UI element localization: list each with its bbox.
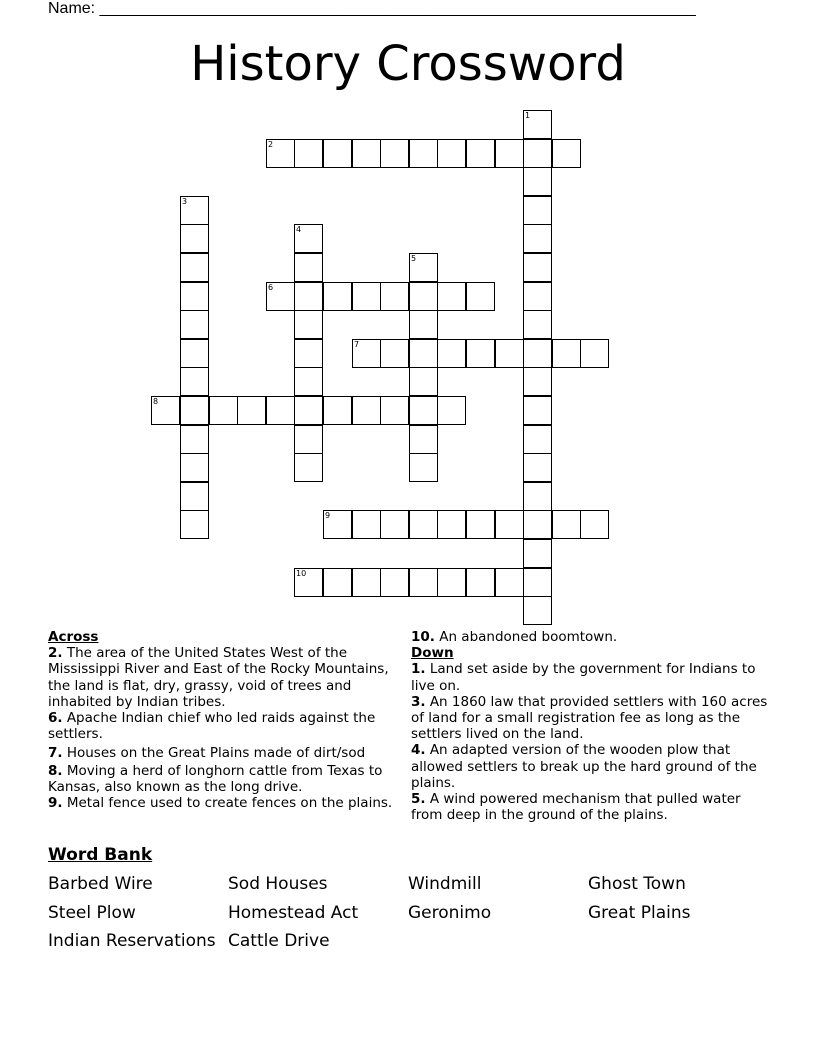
clue-down-3 [411, 694, 771, 743]
grid-cell[interactable] [409, 253, 438, 282]
grid-cell[interactable] [266, 139, 295, 168]
grid-cell[interactable] [380, 139, 409, 168]
grid-cell[interactable] [495, 510, 524, 539]
clue-across-9 [48, 795, 408, 811]
cell-number: 5 [411, 254, 417, 263]
grid-cell[interactable] [180, 253, 209, 282]
cell-number: 9 [325, 511, 331, 520]
grid-cell[interactable] [552, 139, 581, 168]
clue-text: Land set aside by the government for Indians to live on. [411, 661, 756, 694]
grid-cell[interactable] [180, 453, 209, 482]
grid-cell[interactable] [180, 282, 209, 311]
grid-cell[interactable] [180, 224, 209, 253]
grid-cell[interactable] [380, 510, 409, 539]
grid-cell[interactable] [266, 396, 295, 425]
grid-cell[interactable] [466, 510, 495, 539]
grid-cell[interactable] [409, 139, 438, 168]
grid-cell[interactable] [495, 139, 524, 168]
grid-cell[interactable] [380, 396, 409, 425]
grid-cell[interactable] [466, 139, 495, 168]
grid-cell[interactable] [437, 396, 466, 425]
grid-cell[interactable] [294, 224, 323, 253]
grid-cell[interactable] [352, 396, 381, 425]
clue-number: 4. [411, 742, 426, 759]
word-bank-item: Indian Reservations [48, 931, 216, 951]
clue-across-2 [48, 645, 408, 710]
clue-number: 8. [48, 762, 63, 779]
grid-cell[interactable] [409, 396, 438, 425]
clue-text: An 1860 law that provided settlers with 160 acres of land for a small registration fee as long as the settlers lived on the land. [411, 693, 768, 743]
clue-text: Metal fence used to create fences on the plains. [62, 795, 393, 812]
grid-cell[interactable] [180, 425, 209, 454]
grid-cell[interactable] [180, 339, 209, 368]
clue-down-1 [411, 661, 771, 693]
grid-cell[interactable] [409, 339, 438, 368]
grid-cell[interactable] [437, 139, 466, 168]
clue-text: Houses on the Great Plains made of dirt/sod [62, 745, 366, 762]
grid-cell[interactable] [323, 568, 352, 597]
grid-cell[interactable] [352, 139, 381, 168]
grid-cell[interactable] [409, 453, 438, 482]
word-bank-item: Homestead Act [228, 903, 359, 923]
word-bank-title: Word Bank [48, 845, 153, 865]
grid-cell[interactable] [237, 396, 266, 425]
clue-across-7 [48, 745, 408, 761]
down-heading: Down [411, 645, 454, 662]
clue-number: 10. [411, 629, 435, 645]
grid-cell[interactable] [294, 425, 323, 454]
grid-cell[interactable] [523, 339, 552, 368]
grid-cell[interactable] [523, 253, 552, 282]
grid-cell[interactable] [323, 510, 352, 539]
cell-number: 6 [268, 283, 274, 292]
word-bank-item: Barbed Wire [48, 874, 153, 894]
grid-cell[interactable] [180, 510, 209, 539]
grid-cell[interactable] [380, 339, 409, 368]
grid-cell[interactable] [352, 339, 381, 368]
clue-text: An abandoned boomtown. [434, 629, 618, 645]
grid-cell[interactable] [380, 568, 409, 597]
grid-cell[interactable] [409, 568, 438, 597]
grid-cell[interactable] [495, 568, 524, 597]
grid-cell[interactable] [437, 339, 466, 368]
grid-cell[interactable] [409, 310, 438, 339]
clue-number: 5. [411, 791, 426, 808]
grid-cell[interactable] [323, 282, 352, 311]
cell-number: 2 [268, 140, 274, 149]
grid-cell[interactable] [523, 110, 552, 139]
grid-cell[interactable] [495, 339, 524, 368]
clue-text: Moving a herd of longhorn cattle from Texas to Kansas, also known as the long drive. [48, 762, 383, 795]
clue-text: Apache Indian chief who led raids against the settlers. [48, 710, 376, 743]
grid-cell[interactable] [180, 196, 209, 225]
grid-cell[interactable] [466, 282, 495, 311]
grid-cell[interactable] [523, 510, 552, 539]
word-bank-item: Steel Plow [48, 903, 136, 923]
page-title: History Crossword [190, 36, 626, 92]
grid-cell[interactable] [437, 568, 466, 597]
grid-cell[interactable] [180, 367, 209, 396]
word-bank-item: Geronimo [408, 903, 492, 923]
cell-number: 10 [296, 569, 307, 578]
word-bank-item: Windmill [408, 874, 482, 894]
clue-text: A wind powered mechanism that pulled water from deep in the ground of the plains. [411, 791, 741, 824]
grid-cell[interactable] [523, 224, 552, 253]
clue-number: 7. [48, 745, 63, 762]
grid-cell[interactable] [409, 282, 438, 311]
clue-number: 9. [48, 795, 63, 812]
word-bank-item: Great Plains [588, 903, 691, 923]
grid-cell[interactable] [409, 425, 438, 454]
clue-text: An adapted version of the wooden plow that allowed settlers to break up the hard ground of the plains. [411, 742, 757, 791]
grid-cell[interactable] [294, 282, 323, 311]
clue-across-6 [48, 710, 408, 742]
grid-cell[interactable] [523, 568, 552, 597]
grid-cell[interactable] [437, 282, 466, 311]
grid-cell[interactable] [523, 482, 552, 511]
grid-cell[interactable] [180, 310, 209, 339]
grid-cell[interactable] [580, 510, 609, 539]
clue-number: 3. [411, 693, 426, 710]
grid-cell[interactable] [294, 396, 323, 425]
across-clues [48, 629, 408, 811]
grid-cell[interactable] [294, 253, 323, 282]
grid-cell[interactable] [523, 425, 552, 454]
clue-number: 1. [411, 661, 426, 678]
grid-cell[interactable] [352, 282, 381, 311]
grid-cell[interactable] [323, 396, 352, 425]
clue-text: The area of the United States West of the Mississippi River and East of the Rocky Mountains, the land is flat, dry, grassy, void of trees and inhabited by Indian tribes. [48, 645, 389, 710]
cell-number: 7 [354, 340, 360, 349]
grid-cell[interactable] [523, 139, 552, 168]
clue-number: 2. [48, 645, 63, 662]
grid-cell[interactable] [294, 453, 323, 482]
word-bank-item: Sod Houses [228, 874, 328, 894]
cell-number: 8 [153, 397, 159, 406]
grid-cell[interactable] [266, 282, 295, 311]
grid-cell[interactable] [294, 139, 323, 168]
grid-cell[interactable] [552, 510, 581, 539]
grid-cell[interactable] [580, 339, 609, 368]
grid-cell[interactable] [523, 453, 552, 482]
clue-number: 6. [48, 710, 63, 727]
grid-cell[interactable] [180, 396, 209, 425]
grid-cell[interactable] [523, 539, 552, 568]
cell-number: 4 [296, 225, 302, 234]
grid-cell[interactable] [380, 282, 409, 311]
grid-cell[interactable] [409, 510, 438, 539]
grid-cell[interactable] [523, 167, 552, 196]
cell-number: 1 [525, 111, 531, 120]
grid-cell[interactable] [409, 367, 438, 396]
grid-cell[interactable] [151, 396, 180, 425]
grid-cell[interactable] [523, 196, 552, 225]
grid-cell[interactable] [437, 510, 466, 539]
cell-number: 3 [182, 197, 188, 206]
grid-cell[interactable] [466, 568, 495, 597]
grid-cell[interactable] [294, 367, 323, 396]
grid-cell[interactable] [352, 510, 381, 539]
down-clues [411, 629, 771, 823]
clue-down-5 [411, 791, 771, 823]
grid-cell[interactable] [180, 482, 209, 511]
grid-cell[interactable] [294, 339, 323, 368]
clue-across-8 [48, 763, 408, 795]
grid-cell[interactable] [294, 568, 323, 597]
grid-cell[interactable] [466, 339, 495, 368]
grid-cell[interactable] [523, 282, 552, 311]
grid-cell[interactable] [294, 310, 323, 339]
grid-cell[interactable] [523, 596, 552, 625]
grid-cell[interactable] [209, 396, 238, 425]
grid-cell[interactable] [523, 310, 552, 339]
grid-cell[interactable] [352, 568, 381, 597]
word-bank-item: Cattle Drive [228, 931, 330, 951]
grid-cell[interactable] [523, 396, 552, 425]
grid-cell[interactable] [323, 139, 352, 168]
clue-down-4 [411, 742, 771, 791]
across-heading: Across [48, 629, 99, 645]
name-field-label: Name: ___________________________________________________________________ [48, 0, 696, 17]
grid-cell[interactable] [523, 367, 552, 396]
word-bank-item: Ghost Town [588, 874, 686, 894]
grid-cell[interactable] [552, 339, 581, 368]
clue-across-10 [411, 629, 771, 645]
